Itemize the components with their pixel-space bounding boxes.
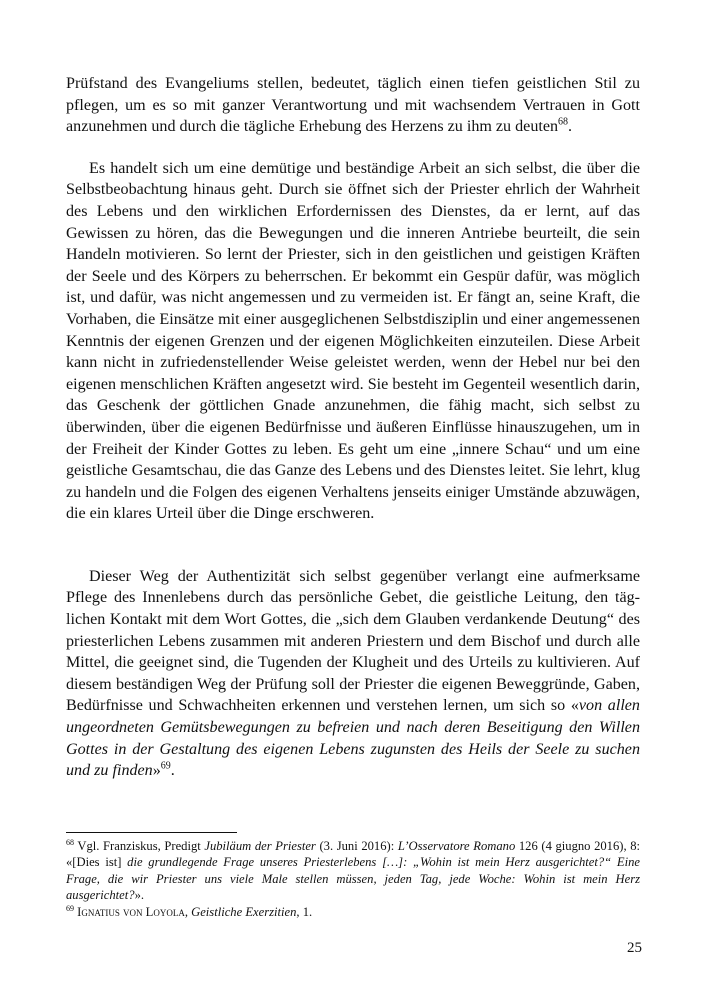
footnote-69-title: Geistliche Exerzitien [191,904,297,919]
footnote-69-text-b: , [184,904,192,919]
document-page [66,73,640,782]
page-number: 25 [627,940,642,956]
paragraph-3-end: . [170,762,175,780]
paragraph-3-quote-close: » [152,762,161,780]
paragraph-2 [66,158,640,525]
footnote-68-quote: die grundlegende Frage unseres Priesterlebens […]: „Wohin ist mein Herz ausgerichtet?“ Eine Frage, die wir Priester uns viele Male stellen müssen, jeden Tag, jede Woche: Wohin ist mein Herz ausgerichtet? [66,855,640,903]
footnote-separator [66,832,237,833]
paragraph-3-text: Dieser Weg der Authentizität sich selbst gegenüber verlangt eine aufmerksame Pflege des Innenlebens durch das persönliche Gebet, die geistliche Leitung, den täglichen Kontakt mit dem Wort Gottes, die „sich dem Glauben verdankende Deutung“ des priesterlichen Lebens zusammen mit anderen Priestern und dem Bischof und durch alle Mittel, die geeignet sind, die Tugenden der Klugheit und des Urteils zu kultivieren. Auf diesem beständigen Weg der Prüfung soll der Priester die eigenen Beweggründe, Gaben, Bedürfnisse und Schwachheiten erkennen und verstehen lernen, um sich so « [66,567,640,715]
paragraph-1 [66,73,640,138]
paragraph-3 [66,566,640,782]
footnote-68-text-c: (3. Juni 2016): [315,839,398,853]
footnote-69 [66,904,640,920]
footnote-68-text-a: Vgl. Franziskus, Predigt [74,839,205,853]
footnote-68 [66,838,640,904]
footnote-68-text-g: ». [134,888,145,903]
footnote-68-number: 68 [66,837,74,847]
footnote-69-author: Ignatius von Loyola [74,904,185,919]
footnote-ref-68[interactable]: 68 [558,116,569,128]
paragraph-3-quote: von allen ungeordneten Gemütsbewegungen zu befreien und nach deren Beseitigung den Willen Gottes in der Gestaltung des eigenen Lebens zugunsten des Heils der Seele zu suchen und zu finden [66,697,640,780]
footnote-68-journal: L’Osservatore Romano [397,839,516,853]
footnote-ref-69[interactable]: 69 [160,760,171,772]
footnote-68-text-e: 126 (4 giugno 2016), 8: «[Dies ist] [66,839,641,870]
footnote-68-title: Jubiläum der Priester [204,839,316,853]
footnotes [66,838,640,920]
footnote-69-text-d: , 1. [296,904,313,919]
paragraph-1-end: . [568,118,573,136]
footnote-69-number: 69 [66,903,74,913]
paragraph-2-text: Es handelt sich um eine demütige und beständige Arbeit an sich selbst, die über die Selbstbeobachtung hinaus geht. Durch sie öffnet sich der Priester ehrlich der Wahrheit des Lebens und den wirklichen Erfordernissen des Dienstes, da er lernt, auf das Gewissen zu hören, das die Bewegungen und die inneren Antriebe beurteilt, die sein Handeln motivieren. So lernt der Priester, sich in den geistlichen und geistigen Kräften der Seele und des Körpers zu beherrschen. Er bekommt ein Gespür dafür, was möglich ist, und dafür, was nicht angemessen und zu vermeiden ist. Er fängt an, seine Kraft, die Vorhaben, die Einsätze mit einer ausgeglichenen Selbstdisziplin und einer angemessenen Kenntnis der eigenen Grenzen und der eigenen Möglichkeiten einzuteilen. Diese Arbeit kann nicht in zufriedenstellender Weise geleistet werden, wenn der Hebel nur bei den eigenen menschlichen Kräften angesetzt wird. Sie besteht im Gegenteil wesentlich darin, das Geschenk der göttlichen Gnade anzunehmen, die fähig macht, sich selbst zu überwinden, über die eigenen Bedürfnisse und äußeren Einflüsse hinauszugehen, um in der Freiheit der Kinder Gottes zu leben. Es geht um eine „innere Schau“ und um eine geistliche Gesamtschau, die das Ganze des Lebens und des Dienstes leitet. Sie lehrt, klug zu handeln und die Folgen des eigenen Verhaltens jenseits einiger Umstände abzuwägen, die ein klares Urteil über die Dinge erschweren. [66,159,640,523]
paragraph-1-text: Prüfstand des Evangeliums stellen, bedeutet, täglich einen tiefen geistlichen Stil zu pflegen, um es so mit ganzer Verantwortung und mit wachsendem Vertrauen in Gott anzunehmen und durch die tägliche Erhebung des Herzens zu ihm zu deuten [66,75,640,136]
